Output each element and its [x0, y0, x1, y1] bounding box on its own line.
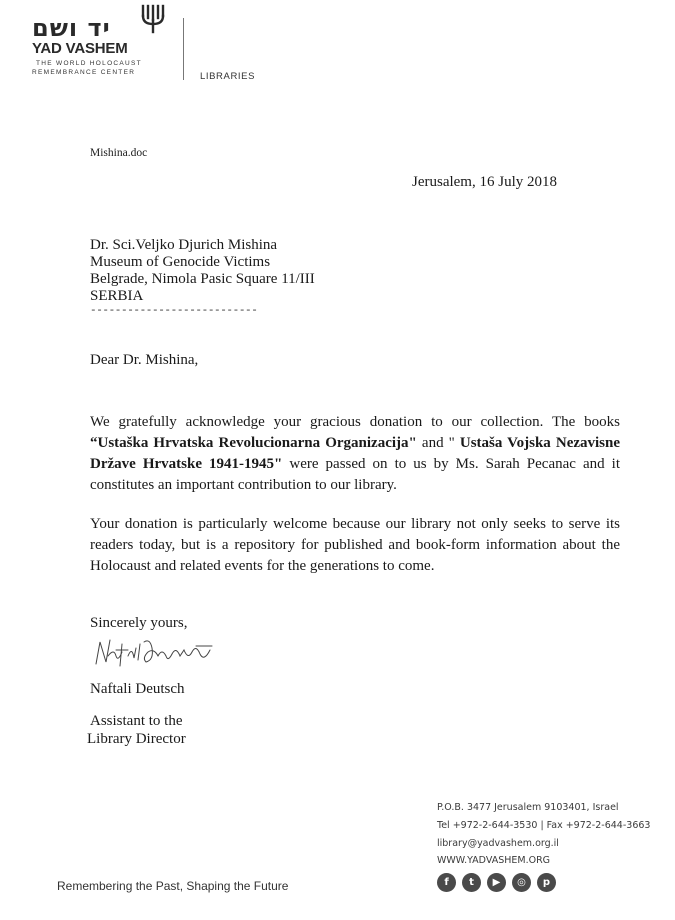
- signatory-name: Naftali Deutsch: [90, 681, 185, 697]
- file-reference: Mishina.doc: [90, 147, 148, 159]
- header-divider: [183, 18, 184, 80]
- logo-tagline-line2: REMEMBRANCE CENTER: [32, 69, 136, 76]
- paragraph1-text-b: and ": [416, 435, 460, 451]
- handwritten-signature: [92, 634, 222, 670]
- closing: Sincerely yours,: [90, 615, 188, 631]
- facebook-icon[interactable]: f: [437, 873, 456, 892]
- recipient-name: Dr. Sci.Veljko Djurich Mishina: [90, 237, 278, 253]
- footer-website: WWW.YADVASHEM.ORG: [437, 855, 551, 866]
- letter-date: Jerusalem, 16 July 2018: [412, 174, 557, 190]
- address-underline: ---------------------------: [90, 305, 258, 317]
- recipient-organization: Museum of Genocide Victims: [90, 254, 271, 270]
- pinterest-icon[interactable]: p: [537, 873, 556, 892]
- twitter-icon[interactable]: t: [462, 873, 481, 892]
- paragraph1-text-c: were passed on to us by Ms. Sarah Pecanac and it constitutes an important contribution to our library.: [90, 456, 620, 493]
- footer-tagline: Remembering the Past, Shaping the Future: [57, 879, 289, 893]
- signatory-title-line2: Library Director: [87, 731, 186, 747]
- logo-hebrew-text: יד ושם: [32, 14, 111, 42]
- book-title-2: Ustaša Vojska Nezavisne Države Hrvatske 1941-1945": [90, 435, 621, 472]
- footer-email: library@yadvashem.org.il: [437, 838, 559, 849]
- salutation: Dear Dr. Mishina,: [90, 352, 199, 368]
- recipient-country: SERBIA: [90, 288, 144, 304]
- footer-phone-fax: Tel +972-2-644-3530 | Fax +972-2-644-3663: [437, 820, 651, 831]
- youtube-icon[interactable]: ▶: [487, 873, 506, 892]
- book-title-1: “Ustaška Hrvatska Revolucionarna Organizacija": [90, 435, 417, 451]
- logo-name: YAD VASHEM: [32, 40, 128, 57]
- instagram-icon[interactable]: ◎: [512, 873, 531, 892]
- signatory-title-line1: Assistant to the: [90, 713, 183, 729]
- recipient-address: Belgrade, Nimola Pasic Square 11/III: [90, 271, 315, 287]
- menorah-icon: [140, 4, 166, 34]
- logo-tagline-line1: THE WORLD HOLOCAUST: [36, 60, 142, 67]
- paragraph1-text-a: We gratefully acknowledge your gracious donation to our collection. The books: [90, 414, 620, 430]
- body-paragraph-1: [90, 412, 620, 496]
- department-label: LIBRARIES: [200, 71, 256, 82]
- body-paragraph-2: Your donation is particularly welcome because our library not only seeks to serve its readers today, but is a repository for published and book-form information about the Holocaust and related events for the generations to come.: [90, 516, 620, 574]
- footer-address: P.O.B. 3477 Jerusalem 9103401, Israel: [437, 802, 619, 813]
